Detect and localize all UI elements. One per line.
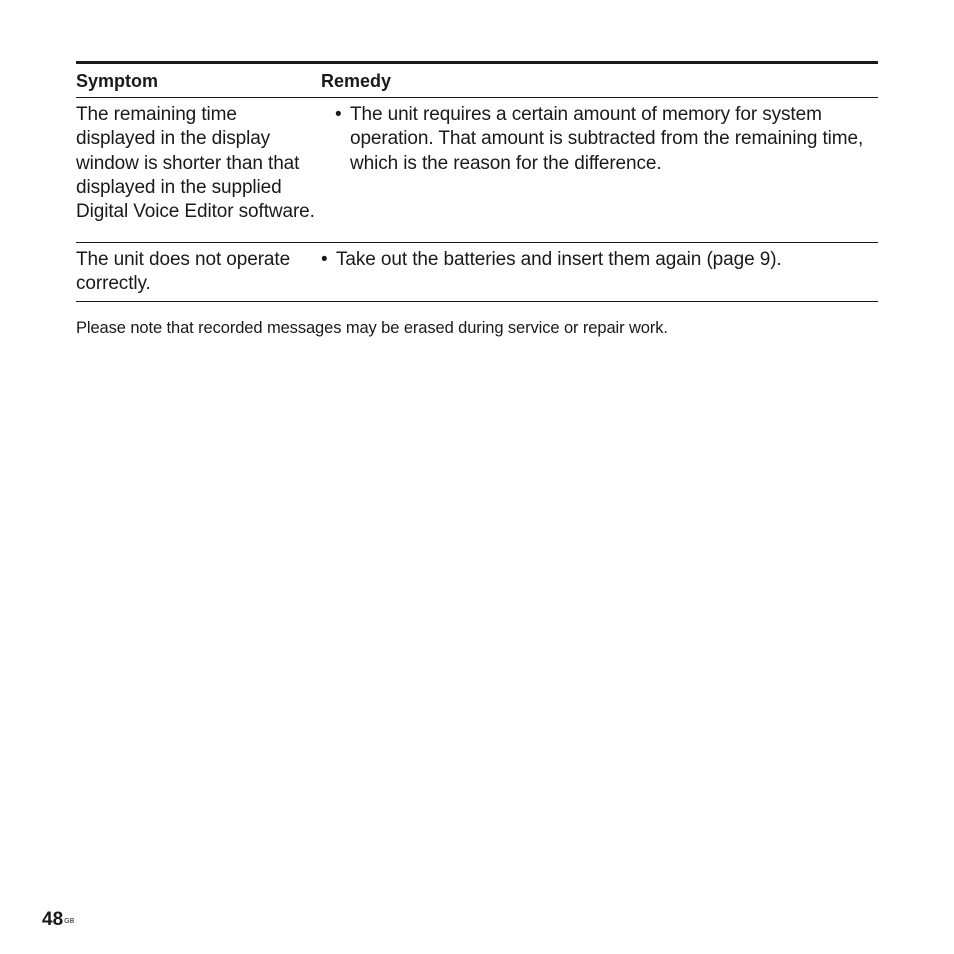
table-row [76,98,878,243]
remedy-text: Take out the batteries and insert them again (page 9). [336,249,782,270]
symptom-cell: The unit does not operate correctly. [76,249,291,295]
troubleshooting-table [76,61,878,302]
table-row [76,243,878,302]
symptom-column-header: Symptom [76,71,159,91]
remedy-list-item [335,103,878,176]
page-region-superscript: GB [64,918,75,925]
remedy-cell [335,98,878,242]
page-number-value: 48 [42,909,64,930]
remedy-cell [321,243,878,301]
service-note: Please note that recorded messages may be erased during service or repair work. [76,319,668,337]
table-header-row [76,64,878,98]
symptom-cell: The remaining time displayed in the display window is shorter than that displayed in the supplied Digital Voice Editor software. [76,104,315,223]
page-number [42,908,74,932]
remedy-list-item [321,248,878,272]
remedy-text: The unit requires a certain amount of memory for system operation. That amount is subtracted from the remaining time, which is the reason for the difference. [350,104,864,174]
remedy-column-header: Remedy [321,71,392,91]
bullet-icon: • [321,249,328,270]
bullet-icon: • [335,104,342,125]
